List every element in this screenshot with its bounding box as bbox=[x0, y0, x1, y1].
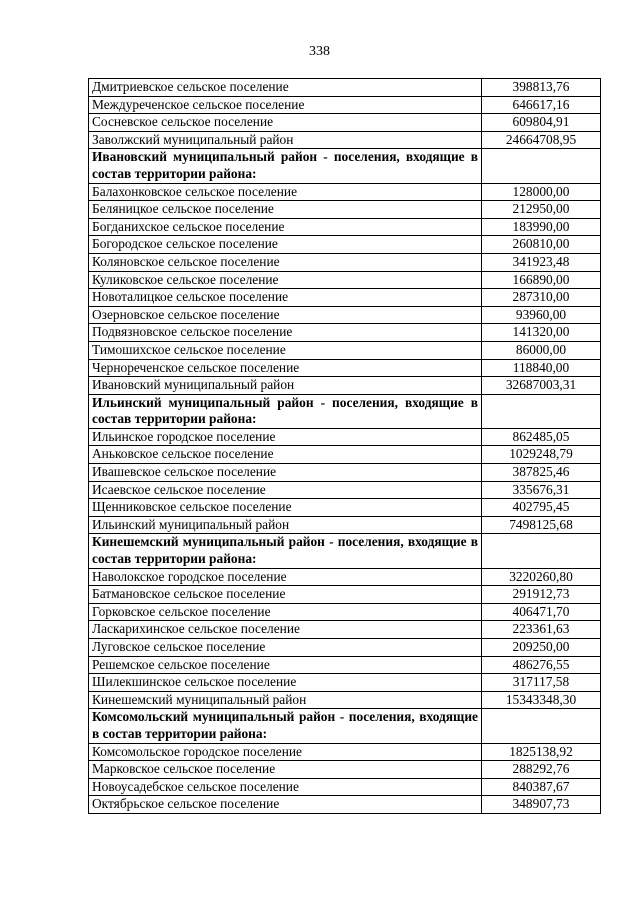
settlement-name-cell: Заволжский муниципальный район bbox=[89, 131, 482, 149]
table-row bbox=[89, 253, 601, 271]
table-row bbox=[89, 271, 601, 289]
amount-cell: 402795,45 bbox=[482, 499, 601, 517]
settlement-name-cell: Подвязновское сельское поселение bbox=[89, 324, 482, 342]
table-row bbox=[89, 446, 601, 464]
settlement-name-cell: Ильинский муниципальный район bbox=[89, 516, 482, 534]
amount-cell: 93960,00 bbox=[482, 306, 601, 324]
table-row bbox=[89, 131, 601, 149]
settlement-name-cell: Кинешемский муниципальный район bbox=[89, 691, 482, 709]
table-row bbox=[89, 377, 601, 395]
table-row bbox=[89, 114, 601, 132]
settlement-name-cell: Ласкарихинское сельское поселение bbox=[89, 621, 482, 639]
amount-cell: 406471,70 bbox=[482, 603, 601, 621]
settlement-name-cell: Куликовское сельское поселение bbox=[89, 271, 482, 289]
amount-cell: 387825,46 bbox=[482, 464, 601, 482]
settlement-name-cell: Шилекшинское сельское поселение bbox=[89, 674, 482, 692]
amount-cell: 260810,00 bbox=[482, 236, 601, 254]
district-header-cell: Ильинский муниципальный район - поселения, входящие в состав территории района: bbox=[89, 394, 482, 428]
settlement-name-cell: Сосневское сельское поселение bbox=[89, 114, 482, 132]
settlement-name-cell: Аньковское сельское поселение bbox=[89, 446, 482, 464]
table-row bbox=[89, 674, 601, 692]
table-row bbox=[89, 481, 601, 499]
amount-cell: 3220260,80 bbox=[482, 568, 601, 586]
district-header-row bbox=[89, 709, 601, 743]
amount-cell: 32687003,31 bbox=[482, 377, 601, 395]
table-row bbox=[89, 639, 601, 657]
amount-cell: 317117,58 bbox=[482, 674, 601, 692]
table-body bbox=[89, 79, 601, 814]
table-row bbox=[89, 743, 601, 761]
table-row bbox=[89, 568, 601, 586]
table-row bbox=[89, 691, 601, 709]
table-row bbox=[89, 656, 601, 674]
settlement-name-cell: Ивановский муниципальный район bbox=[89, 377, 482, 395]
table-row bbox=[89, 516, 601, 534]
settlement-name-cell: Ивашевское сельское поселение bbox=[89, 464, 482, 482]
district-header-row bbox=[89, 394, 601, 428]
amount-cell: 1825138,92 bbox=[482, 743, 601, 761]
table-row bbox=[89, 341, 601, 359]
settlement-name-cell: Луговское сельское поселение bbox=[89, 639, 482, 657]
amount-cell: 341923,48 bbox=[482, 253, 601, 271]
amount-cell: 209250,00 bbox=[482, 639, 601, 657]
amount-cell: 609804,91 bbox=[482, 114, 601, 132]
table-row bbox=[89, 359, 601, 377]
amount-cell: 212950,00 bbox=[482, 201, 601, 219]
settlement-name-cell: Ильинское городское поселение bbox=[89, 428, 482, 446]
table-row bbox=[89, 796, 601, 814]
settlement-name-cell: Богородское сельское поселение bbox=[89, 236, 482, 254]
amount-cell: 348907,73 bbox=[482, 796, 601, 814]
table-row bbox=[89, 603, 601, 621]
table-row bbox=[89, 778, 601, 796]
table-row bbox=[89, 499, 601, 517]
amount-cell: 15343348,30 bbox=[482, 691, 601, 709]
amount-cell: 183990,00 bbox=[482, 218, 601, 236]
table-row bbox=[89, 218, 601, 236]
district-header-row bbox=[89, 149, 601, 183]
settlement-name-cell: Марковское сельское поселение bbox=[89, 761, 482, 779]
amount-cell bbox=[482, 149, 601, 183]
settlement-name-cell: Междуреченское сельское поселение bbox=[89, 96, 482, 114]
settlement-name-cell: Батмановское сельское поселение bbox=[89, 586, 482, 604]
district-header-cell: Ивановский муниципальный район - поселения, входящие в состав территории района: bbox=[89, 149, 482, 183]
table-row bbox=[89, 79, 601, 97]
amount-cell: 862485,05 bbox=[482, 428, 601, 446]
settlement-name-cell: Дмитриевское сельское поселение bbox=[89, 79, 482, 97]
settlement-name-cell: Коляновское сельское поселение bbox=[89, 253, 482, 271]
amount-cell: 223361,63 bbox=[482, 621, 601, 639]
settlement-name-cell: Октябрьское сельское поселение bbox=[89, 796, 482, 814]
amount-cell: 1029248,79 bbox=[482, 446, 601, 464]
table-row bbox=[89, 289, 601, 307]
table-row bbox=[89, 464, 601, 482]
table-row bbox=[89, 236, 601, 254]
table-row bbox=[89, 621, 601, 639]
district-header-cell: Комсомольский муниципальный район - поселения, входящие в состав территории района: bbox=[89, 709, 482, 743]
settlement-name-cell: Горковское сельское поселение bbox=[89, 603, 482, 621]
amount-cell: 335676,31 bbox=[482, 481, 601, 499]
settlement-name-cell: Чернореченское сельское поселение bbox=[89, 359, 482, 377]
amount-cell: 486276,55 bbox=[482, 656, 601, 674]
settlement-name-cell: Наволокское городское поселение bbox=[89, 568, 482, 586]
district-header-row bbox=[89, 534, 601, 568]
table-row bbox=[89, 201, 601, 219]
settlement-name-cell: Балахонковское сельское поселение bbox=[89, 183, 482, 201]
settlement-name-cell: Решемское сельское поселение bbox=[89, 656, 482, 674]
settlement-name-cell: Комсомольское городское поселение bbox=[89, 743, 482, 761]
amount-cell: 291912,73 bbox=[482, 586, 601, 604]
table-row bbox=[89, 761, 601, 779]
table-row bbox=[89, 306, 601, 324]
table-row bbox=[89, 324, 601, 342]
amount-cell: 646617,16 bbox=[482, 96, 601, 114]
budget-table bbox=[88, 78, 601, 814]
amount-cell: 24664708,95 bbox=[482, 131, 601, 149]
page-number: 338 bbox=[309, 44, 330, 59]
amount-cell: 287310,00 bbox=[482, 289, 601, 307]
settlement-name-cell: Беляницкое сельское поселение bbox=[89, 201, 482, 219]
amount-cell: 118840,00 bbox=[482, 359, 601, 377]
amount-cell: 288292,76 bbox=[482, 761, 601, 779]
amount-cell: 7498125,68 bbox=[482, 516, 601, 534]
table-row bbox=[89, 428, 601, 446]
table-row bbox=[89, 586, 601, 604]
settlement-name-cell: Богданихское сельское поселение bbox=[89, 218, 482, 236]
settlement-name-cell: Тимошихское сельское поселение bbox=[89, 341, 482, 359]
amount-cell bbox=[482, 709, 601, 743]
amount-cell bbox=[482, 534, 601, 568]
amount-cell: 128000,00 bbox=[482, 183, 601, 201]
table-row bbox=[89, 96, 601, 114]
settlement-name-cell: Новоталицкое сельское поселение bbox=[89, 289, 482, 307]
settlement-name-cell: Новоусадебское сельское поселение bbox=[89, 778, 482, 796]
amount-cell: 86000,00 bbox=[482, 341, 601, 359]
amount-cell: 166890,00 bbox=[482, 271, 601, 289]
amount-cell: 840387,67 bbox=[482, 778, 601, 796]
settlement-name-cell: Озерновское сельское поселение bbox=[89, 306, 482, 324]
settlement-name-cell: Исаевское сельское поселение bbox=[89, 481, 482, 499]
amount-cell bbox=[482, 394, 601, 428]
settlement-name-cell: Щенниковское сельское поселение bbox=[89, 499, 482, 517]
amount-cell: 141320,00 bbox=[482, 324, 601, 342]
amount-cell: 398813,76 bbox=[482, 79, 601, 97]
district-header-cell: Кинешемский муниципальный район - поселения, входящие в состав территории района: bbox=[89, 534, 482, 568]
table-row bbox=[89, 183, 601, 201]
